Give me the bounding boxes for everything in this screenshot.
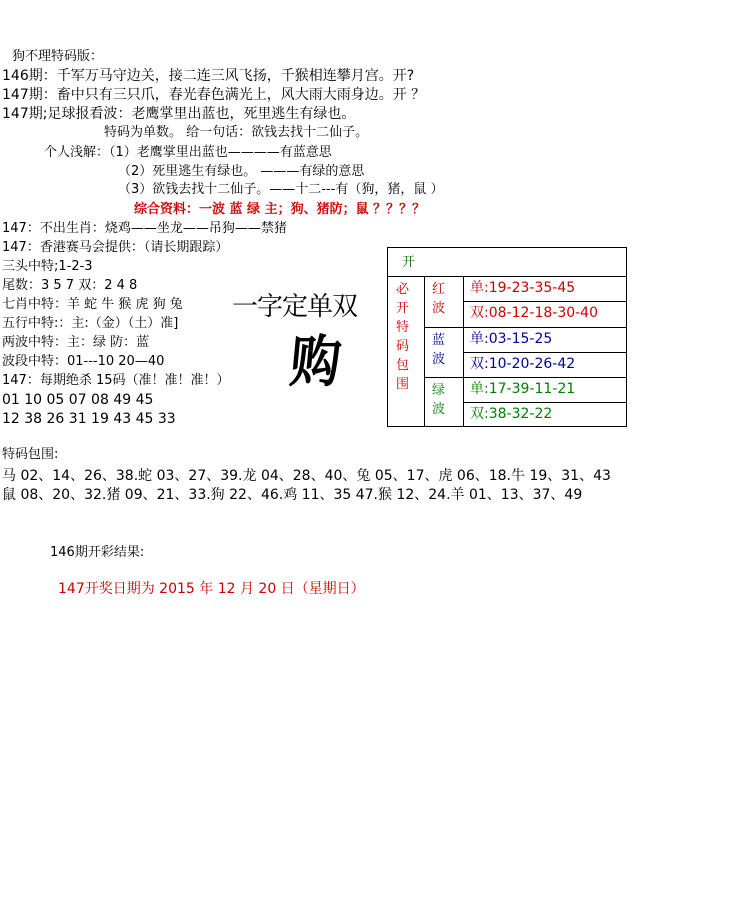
- table-header: [388, 248, 626, 277]
- line-qixiao: 七肖中特：羊 蛇 牛 猴 虎 狗 兔: [2, 297, 183, 312]
- line-tema: 特码为单数。 给一句话：欲钱去找十二仙子。: [104, 125, 369, 140]
- baowei-line-1: 马 02、14、26、38.蛇 03、27、39.龙 04、28、40、兔 05、17、虎 06、18.牛 19、31、43: [2, 468, 611, 484]
- stamp-title: 一字定单双: [232, 292, 358, 322]
- group-red: [424, 276, 626, 328]
- line-147-riddle: 147期：畜中只有三只爪，春光春色满光上，风大雨大雨身边。开 ？: [2, 87, 426, 103]
- red-dan-values: 19-23-35-45: [488, 280, 576, 296]
- line-nums-1: 01 10 05 07 08 49 45: [2, 392, 154, 408]
- line-santou: 三头中特;1-2-3: [2, 259, 93, 274]
- shuang-label: 双:: [470, 305, 489, 321]
- line-nums-2: 12 38 26 31 19 43 45 33: [2, 411, 176, 427]
- table-side-column: [388, 276, 425, 426]
- line-weishu: 尾数：3 5 7 双：2 4 8: [2, 278, 138, 293]
- row-green-dan: [464, 377, 626, 403]
- row-red-dan: [464, 276, 626, 302]
- group-name-blue: 蓝波: [432, 333, 446, 367]
- table-header-label: 开: [402, 255, 416, 270]
- line-146-riddle: 146期：千军万马守边关，接二连三风飞扬，千猴相连攀月宫。开?: [2, 68, 415, 84]
- group-name-green: 绿波: [432, 383, 446, 417]
- red-shuang-values: 08-12-18-30-40: [488, 305, 598, 321]
- result-title: 146期开彩结果:: [50, 545, 145, 560]
- row-red-shuang: [464, 301, 626, 326]
- page-header: 狗不理特码版：: [12, 49, 104, 64]
- line-wuxing: 五行中特:：主:（金）（土）准]: [2, 316, 179, 331]
- green-shuang-values: 38-32-22: [488, 406, 553, 422]
- line-liangbo: 两波中特：主：绿 防：蓝: [2, 335, 150, 350]
- dan-label: 单:: [470, 331, 489, 347]
- row-blue-dan: [464, 327, 626, 353]
- group-green: [424, 377, 626, 426]
- color-wave-table: [387, 247, 627, 427]
- shuang-label: 双:: [470, 356, 489, 372]
- group-blue: [424, 327, 626, 378]
- line-zonghe: 综合资料：一波 蓝 绿 主；狗、猪防；鼠 ？？？？: [134, 202, 426, 217]
- line-boduan: 波段中特：01---10 20—40: [2, 354, 165, 369]
- line-interp-3: （3）欲钱去找十二仙子。——十二---有（狗，猪，鼠 ）: [118, 182, 444, 197]
- line-jueshao: 147：每期绝杀 15码（准！准！准！）: [2, 373, 230, 388]
- dan-label: 单:: [470, 280, 489, 296]
- baowei-title: 特码包围:: [2, 447, 59, 462]
- draw-date: 147开奖日期为 2015 年 12 月 20 日（星期日）: [58, 581, 365, 597]
- line-interp-2: （2）死里逃生有绿也。 ———有绿的意思: [118, 164, 365, 179]
- table-side-label: 必开特码包围: [396, 282, 410, 392]
- blue-dan-values: 03-15-25: [488, 331, 553, 347]
- green-dan-values: 17-39-11-21: [488, 381, 576, 397]
- dan-label: 单:: [470, 381, 489, 397]
- row-green-shuang: [464, 402, 626, 427]
- line-hk: 147：香港赛马会提供：（请长期跟踪）: [2, 240, 229, 255]
- brush-character: 购: [287, 329, 344, 395]
- shuang-label: 双:: [470, 406, 489, 422]
- line-buchu: 147：不出生肖：烧鸡——坐龙——吊狗——禁猪: [2, 221, 287, 236]
- group-name-red: 红波: [432, 282, 446, 316]
- line-interp-1: 个人浅解：（1）老鹰掌里出蓝也————有蓝意思: [44, 145, 332, 160]
- row-blue-shuang: [464, 352, 626, 377]
- blue-shuang-values: 10-20-26-42: [488, 356, 576, 372]
- line-147-football: 147期;足球报看波：老鹰掌里出蓝也，死里逃生有绿也。: [2, 106, 356, 122]
- baowei-line-2: 鼠 08、20、32.猪 09、21、33.狗 22、46.鸡 11、35 47.猴 12、24.羊 01、13、37、49: [2, 487, 583, 503]
